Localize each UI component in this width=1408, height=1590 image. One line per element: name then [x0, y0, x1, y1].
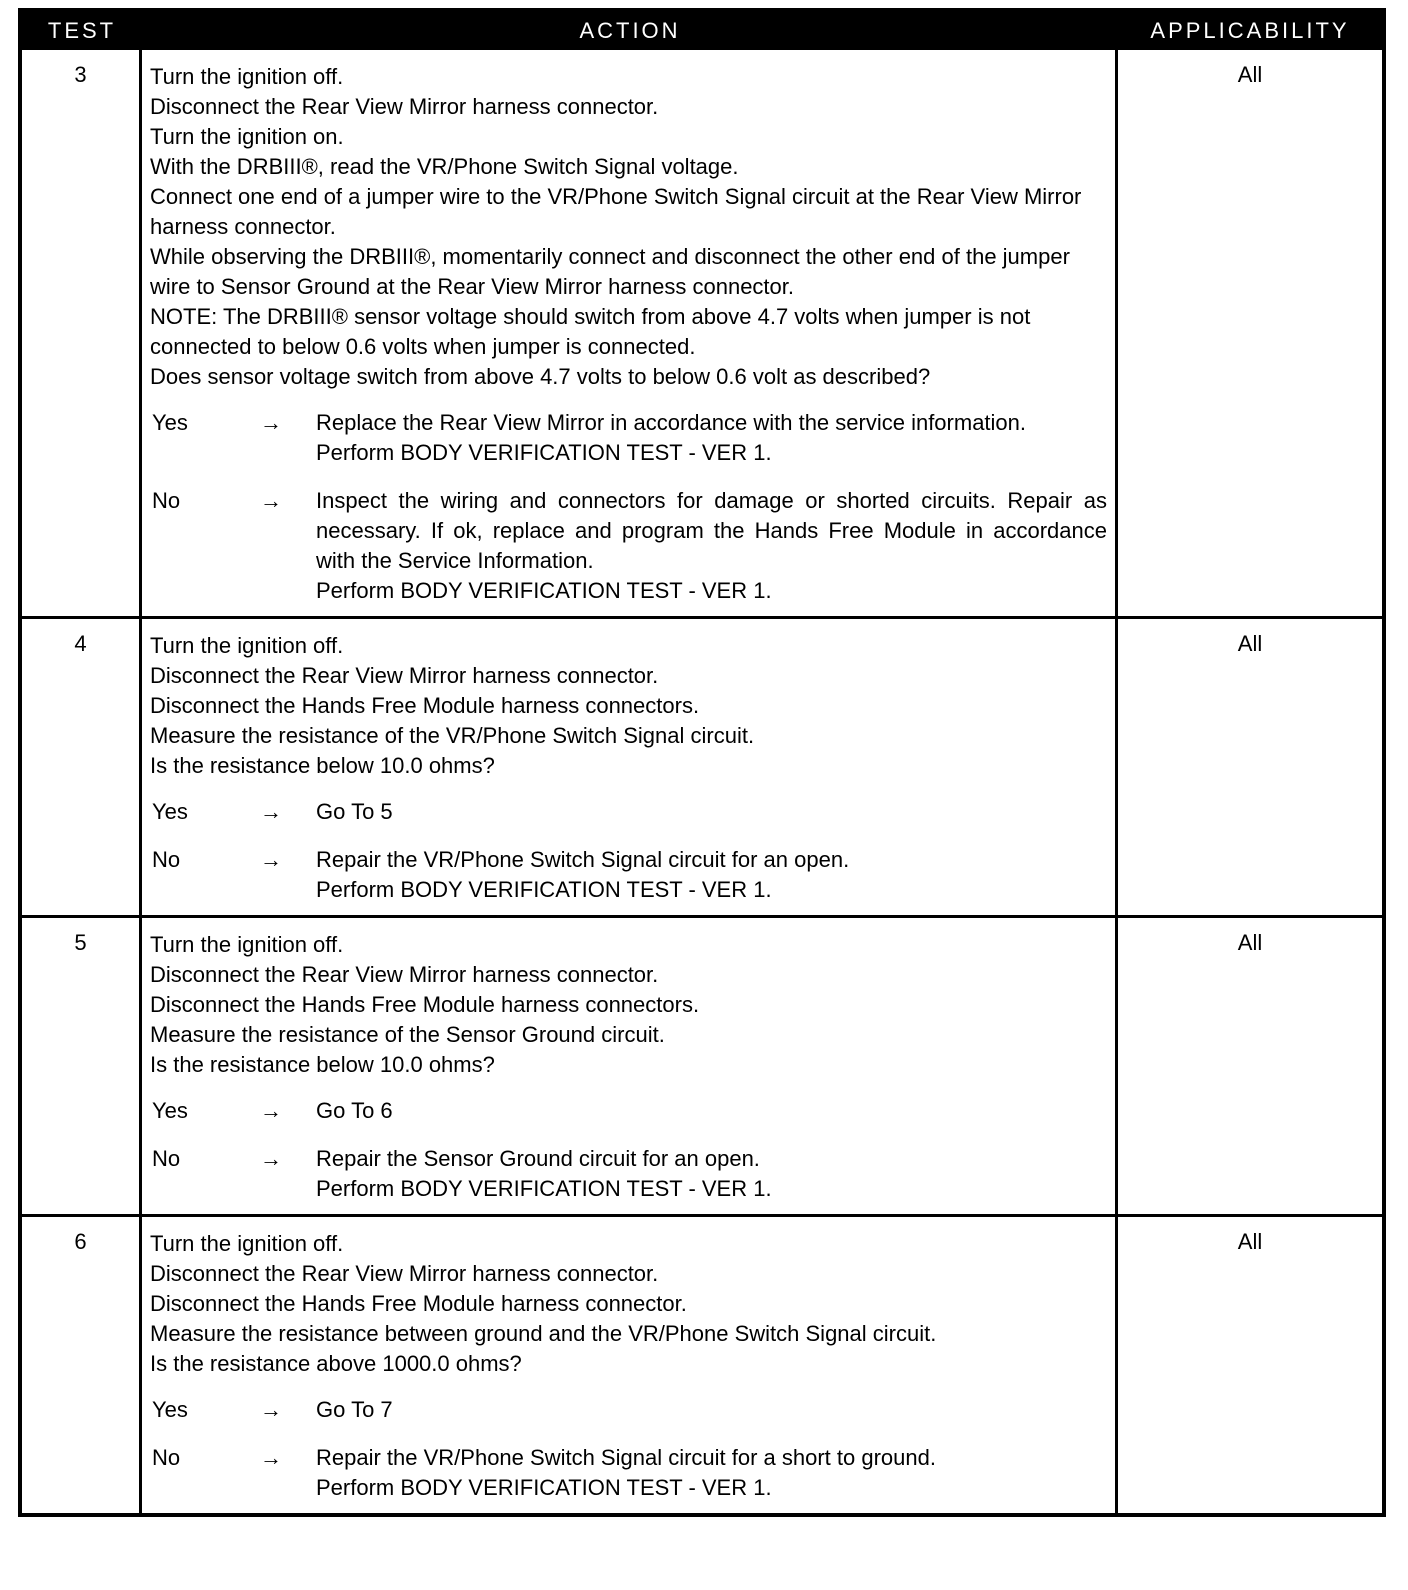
answer-line: Go To 5 — [316, 799, 393, 824]
answer-branches — [150, 1096, 1107, 1204]
action-step: Turn the ignition off. — [150, 64, 344, 89]
answer-no-label: No — [152, 1146, 181, 1171]
arrow-right-icon: → — [260, 1146, 282, 1171]
answer-no — [150, 486, 1107, 606]
answer-yes — [150, 797, 1107, 827]
action-step: Disconnect the Hands Free Module harness connectors. — [150, 693, 700, 718]
test-number: 3 — [22, 50, 142, 616]
arrow-right-icon: → — [260, 1098, 282, 1123]
applicability: All — [1237, 631, 1263, 656]
answer-no-label: No — [152, 847, 181, 872]
answer-yes-label: Yes — [152, 799, 188, 824]
applicability: All — [1237, 1229, 1263, 1254]
answer-no-text — [316, 1443, 1107, 1503]
answer-yes-label: Yes — [152, 1397, 188, 1422]
header-applicability: APPLICABILITY — [1150, 18, 1350, 43]
action-step: While observing the DRBIII®, momentarily connect and disconnect the other end of the jumper wire to Sensor Ground at the Rear View Mirror harness connector. — [150, 244, 1070, 299]
action-steps — [150, 930, 1107, 1080]
answer-line: Perform BODY VERIFICATION TEST - VER 1. — [316, 877, 772, 902]
arrow-right-icon: → — [260, 410, 282, 435]
answer-yes-text — [316, 1096, 1107, 1126]
answer-branches — [150, 1395, 1107, 1503]
action-step: Measure the resistance of the Sensor Ground circuit. — [150, 1022, 665, 1047]
header-action: ACTION — [579, 18, 681, 43]
answer-no-label: No — [152, 488, 181, 513]
action-step: Disconnect the Rear View Mirror harness connector. — [150, 1261, 659, 1286]
answer-line: Repair the Sensor Ground circuit for an open. — [316, 1146, 760, 1171]
action-step: Measure the resistance of the VR/Phone Switch Signal circuit. — [150, 723, 755, 748]
table-row — [22, 1214, 1382, 1513]
table-body — [22, 50, 1382, 1513]
action-step: Is the resistance below 10.0 ohms? — [150, 753, 495, 778]
action-step: Turn the ignition on. — [150, 124, 344, 149]
action-steps — [150, 631, 1107, 781]
arrow-right-icon: → — [260, 488, 282, 513]
answer-branches — [150, 797, 1107, 905]
arrow-right-icon: → — [260, 1445, 282, 1470]
arrow-right-icon: → — [260, 1397, 282, 1422]
test-number: 5 — [22, 918, 142, 1214]
applicability: All — [1237, 930, 1263, 955]
action-steps — [150, 1229, 1107, 1379]
table-row — [22, 50, 1382, 616]
answer-no-text — [316, 1144, 1107, 1204]
action-step: Disconnect the Rear View Mirror harness connector. — [150, 962, 659, 987]
action-step: Disconnect the Rear View Mirror harness connector. — [150, 94, 659, 119]
answer-yes-text — [316, 797, 1107, 827]
answer-no-label: No — [152, 1445, 181, 1470]
action-cell — [142, 50, 1118, 616]
answer-yes — [150, 1395, 1107, 1425]
action-step: With the DRBIII®, read the VR/Phone Switch Signal voltage. — [150, 154, 739, 179]
table-header — [22, 12, 1382, 50]
answer-line: Go To 7 — [316, 1397, 393, 1422]
action-cell — [142, 918, 1118, 1214]
action-step: Is the resistance below 10.0 ohms? — [150, 1052, 495, 1077]
arrow-right-icon: → — [260, 799, 282, 824]
answer-line: Perform BODY VERIFICATION TEST - VER 1. — [316, 440, 772, 465]
action-step: Is the resistance above 1000.0 ohms? — [150, 1351, 522, 1376]
answer-line: Repair the VR/Phone Switch Signal circuit for a short to ground. — [316, 1445, 936, 1470]
answer-no-text — [316, 845, 1107, 905]
answer-no-text — [316, 486, 1107, 606]
action-step: Disconnect the Hands Free Module harness connector. — [150, 1291, 687, 1316]
test-number: 6 — [22, 1217, 142, 1513]
action-step: Turn the ignition off. — [150, 1231, 344, 1256]
answer-yes-text — [316, 1395, 1107, 1425]
table-row — [22, 915, 1382, 1214]
answer-yes — [150, 1096, 1107, 1126]
answer-yes — [150, 408, 1107, 468]
diagnostic-test-table — [18, 8, 1386, 1517]
answer-line: Inspect the wiring and connectors for damage or shorted circuits. Repair as necessary. If ok, replace and program the Hands Free Module in accordance with the Service Information. — [316, 488, 1107, 573]
action-step: Turn the ignition off. — [150, 932, 344, 957]
header-test: TEST — [47, 18, 117, 43]
action-step: Does sensor voltage switch from above 4.7 volts to below 0.6 volt as described? — [150, 364, 931, 389]
applicability: All — [1237, 62, 1263, 87]
answer-line: Perform BODY VERIFICATION TEST - VER 1. — [316, 1475, 772, 1500]
answer-yes-label: Yes — [152, 1098, 188, 1123]
answer-line: Go To 6 — [316, 1098, 393, 1123]
action-step: Connect one end of a jumper wire to the VR/Phone Switch Signal circuit at the Rear View Mirror harness connector. — [150, 184, 1082, 239]
answer-line: Repair the VR/Phone Switch Signal circuit for an open. — [316, 847, 850, 872]
action-step: Disconnect the Rear View Mirror harness connector. — [150, 663, 659, 688]
answer-no — [150, 1144, 1107, 1204]
action-cell — [142, 1217, 1118, 1513]
action-step: NOTE: The DRBIII® sensor voltage should switch from above 4.7 volts when jumper is not connected to below 0.6 volts when jumper is connected. — [150, 304, 1031, 359]
answer-branches — [150, 408, 1107, 606]
answer-line: Replace the Rear View Mirror in accordance with the service information. — [316, 410, 1027, 435]
action-steps — [150, 62, 1107, 392]
answer-line: Perform BODY VERIFICATION TEST - VER 1. — [316, 578, 772, 603]
action-step: Turn the ignition off. — [150, 633, 344, 658]
answer-line: Perform BODY VERIFICATION TEST - VER 1. — [316, 1176, 772, 1201]
action-cell — [142, 619, 1118, 915]
answer-yes-text — [316, 408, 1107, 468]
table-row — [22, 616, 1382, 915]
arrow-right-icon: → — [260, 847, 282, 872]
answer-yes-label: Yes — [152, 410, 188, 435]
action-step: Measure the resistance between ground and the VR/Phone Switch Signal circuit. — [150, 1321, 937, 1346]
answer-no — [150, 845, 1107, 905]
test-number: 4 — [22, 619, 142, 915]
action-step: Disconnect the Hands Free Module harness connectors. — [150, 992, 700, 1017]
answer-no — [150, 1443, 1107, 1503]
